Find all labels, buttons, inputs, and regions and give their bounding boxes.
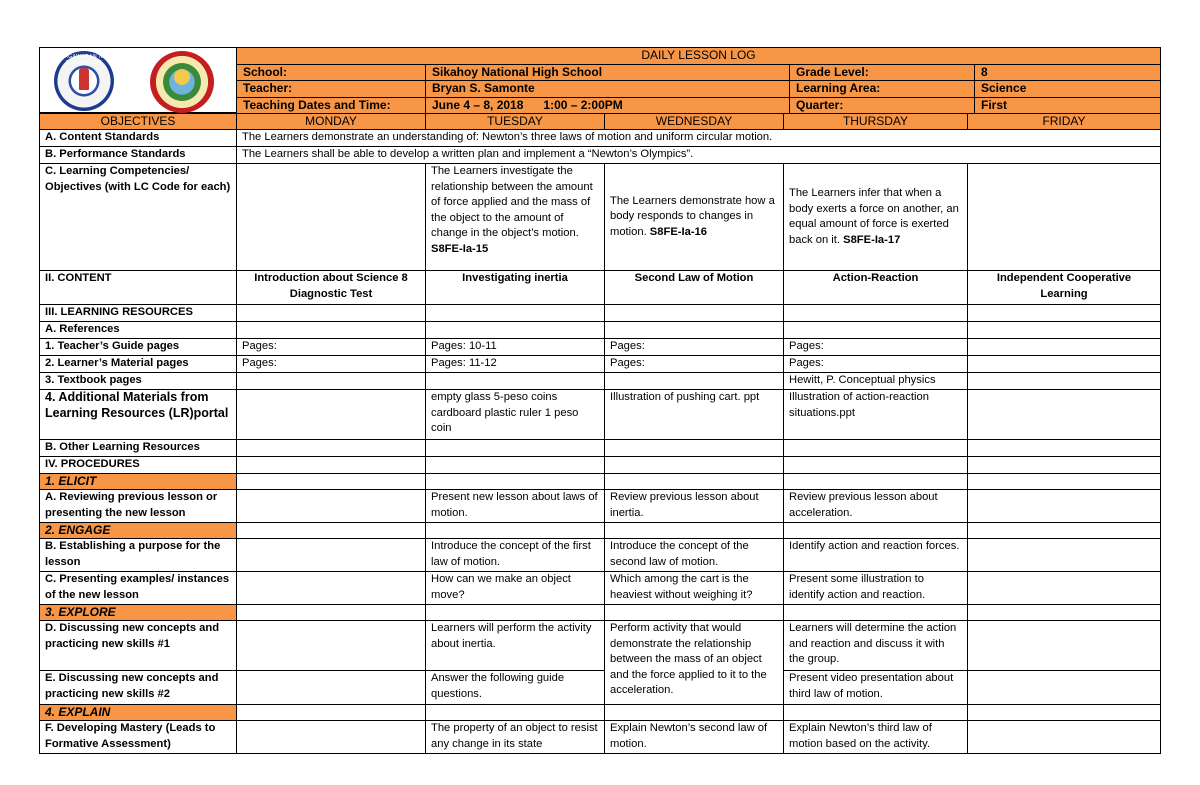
teaching-dates-label: Teaching Dates and Time: bbox=[237, 97, 426, 114]
thursday-header: THURSDAY bbox=[784, 114, 968, 130]
teachers-guide-label: 1. Teacher’s Guide pages bbox=[40, 339, 237, 356]
learning-area-label: Learning Area: bbox=[790, 81, 975, 98]
learners-material-wednesday: Pages: bbox=[605, 356, 784, 373]
friday-header: FRIDAY bbox=[968, 114, 1161, 130]
empty-cell bbox=[237, 539, 426, 572]
table-row bbox=[40, 339, 1161, 356]
torch-icon bbox=[79, 68, 89, 90]
table-row bbox=[40, 322, 1161, 339]
lesson-log-header bbox=[39, 47, 1160, 113]
monday-header: MONDAY bbox=[237, 114, 426, 130]
competency-thursday-text: The Learners infer that when a body exerts a force on another, an equal amount of force is exerted back on it. bbox=[789, 187, 959, 246]
discussing-concepts-1-label: D. Discussing new concepts and practicing new skills #1 bbox=[40, 621, 237, 671]
textbook-pages-label: 3. Textbook pages bbox=[40, 373, 237, 390]
empty-cell bbox=[237, 671, 426, 705]
empty-cell bbox=[968, 373, 1161, 390]
empty-cell bbox=[605, 322, 784, 339]
empty-cell bbox=[784, 523, 968, 539]
empty-cell bbox=[968, 539, 1161, 572]
developing-mastery-thursday: Explain Newton’s third law of motion based on the activity. bbox=[784, 721, 968, 754]
teaching-dates-value: June 4 – 8, 2018 1:00 – 2:00PM bbox=[426, 97, 790, 114]
performance-standards-text: The Learners shall be able to develop a written plan and implement a “Newton’s Olympics”. bbox=[237, 147, 1161, 164]
empty-cell bbox=[605, 457, 784, 474]
reviewing-lesson-label: A. Reviewing previous lesson or presenting the new lesson bbox=[40, 490, 237, 523]
textbook-pages-thursday: Hewitt, P. Conceptual physics bbox=[784, 373, 968, 390]
empty-cell bbox=[237, 322, 426, 339]
teachers-guide-tuesday: Pages: 10-11 bbox=[426, 339, 605, 356]
content-friday: Independent Cooperative Learning bbox=[968, 271, 1161, 305]
content-wednesday: Second Law of Motion bbox=[605, 271, 784, 305]
discussing-concepts-1-thursday: Learners will determine the action and reaction and discuss it with the group. bbox=[784, 621, 968, 671]
empty-cell bbox=[426, 457, 605, 474]
additional-materials-thursday: Illustration of action-reaction situations.ppt bbox=[784, 390, 968, 440]
table-row bbox=[40, 305, 1161, 322]
empty-cell bbox=[784, 322, 968, 339]
empty-cell bbox=[237, 440, 426, 457]
empty-cell bbox=[237, 373, 426, 390]
table-row bbox=[40, 457, 1161, 474]
school-value: Sikahoy National High School bbox=[426, 64, 790, 81]
empty-cell bbox=[237, 390, 426, 440]
discussing-concepts-2-thursday: Present video presentation about third law of motion. bbox=[784, 671, 968, 705]
empty-cell bbox=[968, 671, 1161, 705]
additional-materials-label: 4. Additional Materials from Learning Resources (LR)portal bbox=[40, 390, 237, 440]
empty-cell bbox=[784, 440, 968, 457]
explore-label: 3. EXPLORE bbox=[40, 605, 237, 621]
performance-standards-label: B. Performance Standards bbox=[40, 147, 237, 164]
empty-cell bbox=[237, 474, 426, 490]
learners-material-thursday: Pages: bbox=[784, 356, 968, 373]
competency-wednesday-code: S8FE-Ia-16 bbox=[649, 225, 708, 238]
discussing-concepts-wednesday: Perform activity that would demonstrate the relationship between the mass of an object and the force applied to it to the acceleration. bbox=[605, 621, 784, 705]
empty-cell bbox=[605, 440, 784, 457]
learners-material-label: 2. Learner’s Material pages bbox=[40, 356, 237, 373]
reviewing-lesson-tuesday: Present new lesson about laws of motion. bbox=[426, 490, 605, 523]
other-resources-label: B. Other Learning Resources bbox=[40, 440, 237, 457]
objectives-header: OBJECTIVES bbox=[40, 114, 237, 130]
wednesday-header: WEDNESDAY bbox=[605, 114, 784, 130]
empty-cell bbox=[605, 605, 784, 621]
competency-thursday bbox=[784, 164, 968, 271]
empty-cell bbox=[237, 523, 426, 539]
developing-mastery-tuesday: The property of an object to resist any change in its state bbox=[426, 721, 605, 754]
phase-row bbox=[40, 605, 1161, 621]
empty-cell bbox=[605, 523, 784, 539]
competency-tuesday-code: S8FE-Ia-15 bbox=[431, 242, 489, 255]
logo-cell bbox=[39, 47, 236, 113]
tuesday-header: TUESDAY bbox=[426, 114, 605, 130]
empty-cell bbox=[426, 705, 605, 721]
days-header-row bbox=[40, 114, 1161, 130]
competency-thursday-code: S8FE-Ia-17 bbox=[843, 233, 901, 246]
table-row bbox=[40, 572, 1161, 605]
empty-cell bbox=[426, 605, 605, 621]
competencies-label: C. Learning Competencies/ Objectives (with LC Code for each) bbox=[40, 164, 237, 271]
table-row bbox=[40, 721, 1161, 754]
empty-cell bbox=[968, 605, 1161, 621]
establishing-purpose-tuesday: Introduce the concept of the first law of motion. bbox=[426, 539, 605, 572]
empty-cell bbox=[426, 322, 605, 339]
table-row bbox=[40, 490, 1161, 523]
content-monday: Introduction about Science 8 Diagnostic Test bbox=[237, 271, 426, 305]
empty-cell bbox=[237, 490, 426, 523]
empty-cell bbox=[784, 474, 968, 490]
presenting-examples-wednesday: Which among the cart is the heaviest without weighing it? bbox=[605, 572, 784, 605]
empty-cell bbox=[784, 705, 968, 721]
empty-cell bbox=[968, 440, 1161, 457]
empty-cell bbox=[237, 605, 426, 621]
table-row bbox=[40, 373, 1161, 390]
table-row bbox=[40, 621, 1161, 671]
page-title: DAILY LESSON LOG bbox=[237, 48, 1161, 65]
explain-label: 4. EXPLAIN bbox=[40, 705, 237, 721]
table-row bbox=[40, 390, 1161, 440]
empty-cell bbox=[784, 605, 968, 621]
quarter-value: First bbox=[975, 97, 1161, 114]
content-standards-label: A. Content Standards bbox=[40, 130, 237, 147]
deped-seal-text: KAGAWARAN NG EDUKASYON bbox=[60, 54, 108, 66]
empty-cell bbox=[237, 621, 426, 671]
empty-cell bbox=[968, 705, 1161, 721]
competency-tuesday-text: The Learners investigate the relationship between the amount of force applied and the mass of the object to the amount of change in the object’s motion. bbox=[431, 165, 593, 239]
empty-cell bbox=[968, 457, 1161, 474]
grade-level-label: Grade Level: bbox=[790, 64, 975, 81]
reviewing-lesson-wednesday: Review previous lesson about inertia. bbox=[605, 490, 784, 523]
empty-cell bbox=[784, 457, 968, 474]
empty-cell bbox=[968, 523, 1161, 539]
additional-materials-wednesday: Illustration of pushing cart. ppt bbox=[605, 390, 784, 440]
phase-row bbox=[40, 474, 1161, 490]
table-row bbox=[40, 671, 1161, 705]
developing-mastery-wednesday: Explain Newton’s second law of motion. bbox=[605, 721, 784, 754]
teachers-guide-thursday: Pages: bbox=[784, 339, 968, 356]
empty-cell bbox=[237, 721, 426, 754]
empty-cell bbox=[968, 490, 1161, 523]
empty-cell bbox=[605, 373, 784, 390]
engage-label: 2. ENGAGE bbox=[40, 523, 237, 539]
empty-cell bbox=[968, 390, 1161, 440]
sun-icon bbox=[174, 69, 190, 85]
empty-cell bbox=[605, 305, 784, 322]
empty-cell bbox=[968, 721, 1161, 754]
competency-tuesday bbox=[426, 164, 605, 271]
learning-area-value: Science bbox=[975, 81, 1161, 98]
content-tuesday: Investigating inertia bbox=[426, 271, 605, 305]
empty-cell bbox=[968, 474, 1161, 490]
empty-cell bbox=[968, 322, 1161, 339]
empty-cell bbox=[426, 440, 605, 457]
table-row bbox=[40, 440, 1161, 457]
elicit-label: 1. ELICIT bbox=[40, 474, 237, 490]
empty-cell bbox=[968, 572, 1161, 605]
presenting-examples-tuesday: How can we make an object move? bbox=[426, 572, 605, 605]
competency-monday bbox=[237, 164, 426, 271]
reviewing-lesson-thursday: Review previous lesson about acceleration. bbox=[784, 490, 968, 523]
phase-row bbox=[40, 523, 1161, 539]
empty-cell bbox=[605, 474, 784, 490]
competency-friday bbox=[968, 164, 1161, 271]
teachers-guide-monday: Pages: bbox=[237, 339, 426, 356]
empty-cell bbox=[605, 705, 784, 721]
discussing-concepts-1-tuesday: Learners will perform the activity about inertia. bbox=[426, 621, 605, 671]
table-row bbox=[40, 539, 1161, 572]
empty-cell bbox=[237, 705, 426, 721]
teachers-guide-wednesday: Pages: bbox=[605, 339, 784, 356]
lesson-log-table bbox=[39, 113, 1161, 754]
empty-cell bbox=[237, 305, 426, 322]
additional-materials-tuesday: empty glass 5-peso coins cardboard plastic ruler 1 peso coin bbox=[426, 390, 605, 440]
procedures-label: IV. PROCEDURES bbox=[40, 457, 237, 474]
competency-wednesday-text: The Learners demonstrate how a body responds to changes in motion. bbox=[610, 194, 775, 238]
table-row bbox=[40, 147, 1161, 164]
teacher-value: Bryan S. Samonte bbox=[426, 81, 790, 98]
empty-cell bbox=[968, 356, 1161, 373]
empty-cell bbox=[426, 305, 605, 322]
content-standards-text: The Learners demonstrate an understanding of: Newton’s three laws of motion and uniform circular motion. bbox=[237, 130, 1161, 147]
discussing-concepts-2-label: E. Discussing new concepts and practicing new skills #2 bbox=[40, 671, 237, 705]
developing-mastery-label: F. Developing Mastery (Leads to Formative Assessment) bbox=[40, 721, 237, 754]
table-row bbox=[40, 356, 1161, 373]
learning-resources-label: III. LEARNING RESOURCES bbox=[40, 305, 237, 322]
empty-cell bbox=[426, 373, 605, 390]
header-info-table bbox=[236, 47, 1161, 114]
empty-cell bbox=[237, 457, 426, 474]
empty-cell bbox=[968, 621, 1161, 671]
discussing-concepts-2-tuesday: Answer the following guide questions. bbox=[426, 671, 605, 705]
table-row bbox=[40, 164, 1161, 271]
empty-cell bbox=[968, 339, 1161, 356]
empty-cell bbox=[784, 305, 968, 322]
region-seal-icon bbox=[150, 51, 214, 113]
table-row bbox=[40, 271, 1161, 305]
references-label: A. References bbox=[40, 322, 237, 339]
content-thursday: Action-Reaction bbox=[784, 271, 968, 305]
quarter-label: Quarter: bbox=[790, 97, 975, 114]
learners-material-monday: Pages: bbox=[237, 356, 426, 373]
establishing-purpose-label: B. Establishing a purpose for the lesson bbox=[40, 539, 237, 572]
presenting-examples-label: C. Presenting examples/ instances of the new lesson bbox=[40, 572, 237, 605]
table-row bbox=[40, 130, 1161, 147]
grade-level-value: 8 bbox=[975, 64, 1161, 81]
empty-cell bbox=[237, 572, 426, 605]
empty-cell bbox=[968, 305, 1161, 322]
competency-wednesday bbox=[605, 164, 784, 271]
empty-cell bbox=[426, 474, 605, 490]
empty-cell bbox=[426, 523, 605, 539]
establishing-purpose-wednesday: Introduce the concept of the second law of motion. bbox=[605, 539, 784, 572]
phase-row bbox=[40, 705, 1161, 721]
presenting-examples-thursday: Present some illustration to identify action and reaction. bbox=[784, 572, 968, 605]
learners-material-tuesday: Pages: 11-12 bbox=[426, 356, 605, 373]
establishing-purpose-thursday: Identify action and reaction forces. bbox=[784, 539, 968, 572]
content-label: II. CONTENT bbox=[40, 271, 237, 305]
teacher-label: Teacher: bbox=[237, 81, 426, 98]
school-label: School: bbox=[237, 64, 426, 81]
deped-seal-icon bbox=[54, 51, 114, 111]
